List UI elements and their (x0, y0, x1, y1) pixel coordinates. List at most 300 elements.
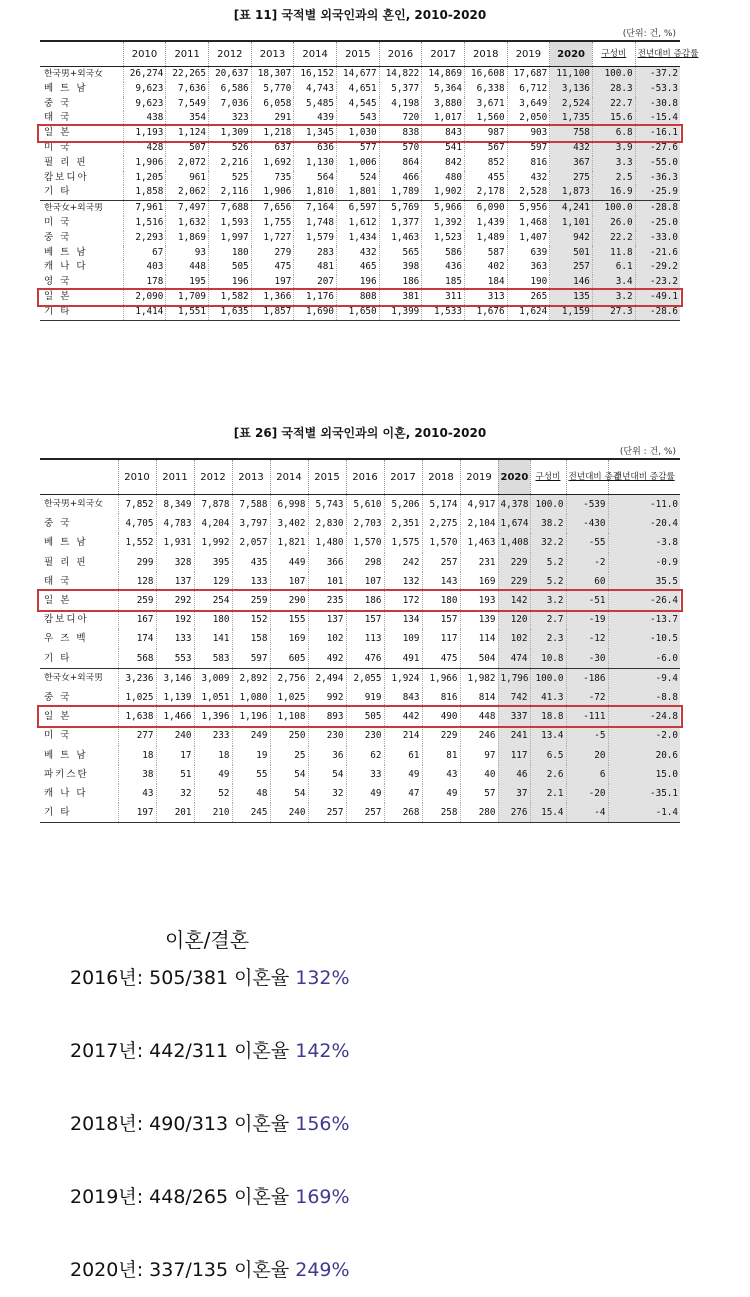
table-cell: 16.9 (592, 185, 635, 200)
table-cell: 291 (251, 111, 294, 126)
table-cell: 439 (294, 111, 337, 126)
table-cell: 4,204 (194, 514, 232, 533)
table-cell: 808 (336, 290, 379, 305)
table-row (40, 629, 680, 648)
table-cell: 134 (384, 610, 422, 629)
table-cell: 565 (379, 246, 422, 261)
row-label: 캄보디아 (44, 171, 89, 183)
table-cell: 1,463 (379, 231, 422, 246)
table-cell: 1,533 (422, 305, 465, 320)
calc-pct: 169% (295, 1186, 350, 1208)
row-label: 필 리 핀 (44, 556, 88, 568)
table-cell: 280 (460, 803, 498, 823)
table-cell: 142 (498, 591, 530, 610)
calc-line (70, 1255, 350, 1282)
table-cell: 169 (270, 629, 308, 648)
table-cell: 20.6 (608, 746, 680, 765)
table-cell: 13.4 (530, 726, 566, 745)
table-cell: 246 (460, 726, 498, 745)
table-cell: 4,783 (156, 514, 194, 533)
row-label: 일 본 (44, 127, 72, 139)
table-cell: 155 (270, 610, 308, 629)
table-cell: 3,880 (422, 97, 465, 112)
table-cell: 6 (566, 765, 608, 784)
table-cell: 3.3 (592, 156, 635, 171)
calc-label: 2019년: (70, 1186, 144, 1208)
table-cell: 1,997 (209, 231, 252, 246)
table-cell: -37.2 (635, 67, 680, 82)
row-label: 한국女+외국男 (40, 668, 118, 688)
table-cell: 135 (550, 290, 593, 305)
table-cell: 758 (550, 126, 593, 141)
table-cell: 40 (460, 765, 498, 784)
table-row (40, 668, 680, 688)
table-cell: 5,956 (507, 201, 550, 216)
table-cell: 507 (166, 141, 209, 156)
table-cell: 97 (460, 746, 498, 765)
column-header: 2012 (194, 459, 232, 495)
table-cell: 257 (346, 803, 384, 823)
table-cell: 5,966 (422, 201, 465, 216)
table-cell: 178 (123, 275, 166, 290)
table-cell: 192 (156, 610, 194, 629)
table-row (40, 610, 680, 629)
table-cell: 636 (294, 141, 337, 156)
table-cell: 843 (384, 688, 422, 707)
table-cell: 258 (422, 803, 460, 823)
table-cell: 432 (336, 246, 379, 261)
table-cell: -28.6 (635, 305, 680, 320)
row-label: 파키스탄 (44, 768, 89, 780)
table-row (40, 246, 680, 261)
table-cell: 363 (507, 260, 550, 275)
table-cell: 1,396 (194, 707, 232, 726)
table-cell: 961 (166, 171, 209, 186)
table-cell: 639 (507, 246, 550, 261)
table-cell: 3,236 (118, 668, 156, 688)
table-cell: 15.4 (530, 803, 566, 823)
table-cell: 47 (384, 784, 422, 803)
table-cell: 15.0 (608, 765, 680, 784)
table-cell: 814 (460, 688, 498, 707)
table-cell: 432 (507, 171, 550, 186)
row-label: 필 리 핀 (44, 156, 88, 168)
table-cell: 143 (422, 572, 460, 591)
divorce-table (40, 458, 680, 823)
table-cell: 1,205 (123, 171, 166, 186)
table-cell: 2,351 (384, 514, 422, 533)
table-cell: 816 (507, 156, 550, 171)
table-cell: 28.3 (592, 82, 635, 97)
table-cell: 1,017 (422, 111, 465, 126)
table-cell: 526 (209, 141, 252, 156)
table-row (40, 572, 680, 591)
calc-heading: 이혼/결혼 (165, 928, 250, 952)
table-cell: 6.5 (530, 746, 566, 765)
table-cell: 290 (270, 591, 308, 610)
table-cell: -28.8 (635, 201, 680, 216)
table-cell: 11,100 (550, 67, 593, 82)
table-cell: 428 (123, 141, 166, 156)
table-row (40, 111, 680, 126)
marriage-table-section (40, 6, 699, 321)
table-cell: 543 (336, 111, 379, 126)
calc-pct: 156% (295, 1113, 350, 1135)
table-cell: 3.2 (530, 591, 566, 610)
column-header: 2018 (464, 41, 507, 67)
row-label: 캄보디아 (44, 614, 89, 626)
table-cell: 5,485 (294, 97, 337, 112)
table-cell: 6,090 (464, 201, 507, 216)
table-cell: 22.2 (592, 231, 635, 246)
table-cell: 597 (507, 141, 550, 156)
table-cell: 102 (498, 629, 530, 648)
table-cell: 1,570 (422, 533, 460, 552)
table-cell: 1,650 (336, 305, 379, 320)
table-row (40, 765, 680, 784)
table-cell: -4 (566, 803, 608, 823)
calc-ratio: 337/135 (149, 1259, 229, 1281)
table-cell: 2,524 (550, 97, 593, 112)
table-cell: 490 (422, 707, 460, 726)
marriage-table (40, 40, 699, 321)
row-label: 일 본 (44, 711, 72, 723)
table-cell: 987 (464, 126, 507, 141)
row-label: 기 타 (40, 803, 118, 823)
table-cell: 367 (550, 156, 593, 171)
table-cell: 2,494 (308, 668, 346, 688)
table-cell: 2.7 (530, 610, 566, 629)
table-cell: 1,139 (156, 688, 194, 707)
table-cell: 1,992 (194, 533, 232, 552)
table-cell: 6,586 (209, 82, 252, 97)
table-row (40, 514, 680, 533)
table-cell: 1,593 (209, 216, 252, 231)
column-header: 2014 (294, 41, 337, 67)
table-cell: 597 (232, 649, 270, 669)
table-cell: -20.4 (608, 514, 680, 533)
table-cell: 1,124 (166, 126, 209, 141)
table-cell: 16,608 (464, 67, 507, 82)
table-cell: 180 (422, 591, 460, 610)
table-cell: 5,174 (422, 495, 460, 515)
table-cell: 38 (118, 765, 156, 784)
table-cell: 167 (118, 610, 156, 629)
column-header: 2018 (422, 459, 460, 495)
table-cell: 2,050 (507, 111, 550, 126)
table-cell: -24.8 (608, 707, 680, 726)
table-cell: 18 (118, 746, 156, 765)
table-cell: -21.6 (635, 246, 680, 261)
table-cell: 5,206 (384, 495, 422, 515)
table-cell: 26,274 (123, 67, 166, 82)
calc-label: 2018년: (70, 1113, 144, 1135)
table-cell: 7,961 (123, 201, 166, 216)
table-cell: 328 (156, 553, 194, 572)
table-cell: 2,178 (464, 185, 507, 200)
table-cell: 257 (422, 553, 460, 572)
table-cell: 3,797 (232, 514, 270, 533)
table-cell: -9.4 (608, 668, 680, 688)
table-cell: 903 (507, 126, 550, 141)
table-row (40, 649, 680, 669)
table-row (40, 495, 680, 515)
table-cell: 257 (550, 260, 593, 275)
table-cell: 1,025 (118, 688, 156, 707)
table-cell: 9,623 (123, 82, 166, 97)
table-cell: -8.8 (608, 688, 680, 707)
table-cell: 1,159 (550, 305, 593, 320)
table-cell: 475 (251, 260, 294, 275)
table-cell: 17 (156, 746, 194, 765)
table-cell: 240 (156, 726, 194, 745)
table-row (40, 533, 680, 552)
table-cell: 1,873 (550, 185, 593, 200)
table-cell: 235 (308, 591, 346, 610)
marriage-table-unit: (단위: 건, %) (622, 29, 676, 39)
table-cell: -35.1 (608, 784, 680, 803)
table-cell: 1,218 (251, 126, 294, 141)
table-cell: 354 (166, 111, 209, 126)
divorce-table-title: [표 26] 국적별 외국인과의 이혼, 2010-2020 (233, 426, 487, 440)
divorce-table-section (40, 424, 680, 823)
calc-label: 2016년: (70, 967, 144, 989)
row-label: 태 국 (44, 112, 72, 124)
table-cell: 1,463 (460, 533, 498, 552)
table-row (40, 726, 680, 745)
table-cell: -30 (566, 649, 608, 669)
table-cell: 1,575 (384, 533, 422, 552)
table-cell: 1,552 (118, 533, 156, 552)
table-cell: 190 (507, 275, 550, 290)
table-cell: -55.0 (635, 156, 680, 171)
table-cell: 257 (308, 803, 346, 823)
calc-word: 이혼율 (234, 967, 290, 989)
table-cell: 568 (118, 649, 156, 669)
column-header: 구성비 (592, 41, 635, 67)
table-cell: 1,582 (209, 290, 252, 305)
table-cell: 3,009 (194, 668, 232, 688)
column-header (40, 459, 118, 495)
table-cell: -55 (566, 533, 608, 552)
table-cell: 196 (209, 275, 252, 290)
table-cell: 505 (346, 707, 384, 726)
table-cell: 1,439 (464, 216, 507, 231)
table-cell: 5,770 (251, 82, 294, 97)
table-cell: 146 (550, 275, 593, 290)
table-cell: 120 (498, 610, 530, 629)
table-cell: 1,080 (232, 688, 270, 707)
table-cell: 455 (464, 171, 507, 186)
table-cell: 465 (336, 260, 379, 275)
table-cell: 1,392 (422, 216, 465, 231)
table-row (40, 784, 680, 803)
table-cell: 1,931 (156, 533, 194, 552)
table-cell: -5 (566, 726, 608, 745)
table-cell: -25.9 (635, 185, 680, 200)
table-cell: 1,755 (251, 216, 294, 231)
table-cell: -15.4 (635, 111, 680, 126)
table-cell: 229 (422, 726, 460, 745)
row-label: 한국女+외국男 (40, 201, 123, 216)
table-cell: 1,489 (464, 231, 507, 246)
table-cell: 4,545 (336, 97, 379, 112)
table-cell: 2.3 (530, 629, 566, 648)
calc-word: 이혼율 (234, 1040, 290, 1062)
table-cell: 18.8 (530, 707, 566, 726)
column-header: 구성비 (530, 459, 566, 495)
table-cell: 395 (194, 553, 232, 572)
row-label: 일 본 (44, 290, 72, 302)
table-cell: 480 (422, 171, 465, 186)
table-cell: 448 (166, 260, 209, 275)
table-cell: 1,821 (270, 533, 308, 552)
column-header: 2019 (507, 41, 550, 67)
table-cell: 492 (308, 649, 346, 669)
table-cell: 152 (232, 610, 270, 629)
row-label: 베 트 남 (44, 749, 88, 761)
divorce-table-unit: (단위 : 건, %) (619, 447, 676, 457)
table-cell: 2,703 (346, 514, 384, 533)
table-row (40, 97, 680, 112)
calc-label: 2017년: (70, 1040, 144, 1062)
table-cell: -53.3 (635, 82, 680, 97)
table-cell: 33 (346, 765, 384, 784)
table-cell: 2,528 (507, 185, 550, 200)
table-cell: 196 (336, 275, 379, 290)
table-cell: 893 (308, 707, 346, 726)
table-cell: 1,196 (232, 707, 270, 726)
table-cell: 201 (156, 803, 194, 823)
table-cell: 5,377 (379, 82, 422, 97)
table-cell: 3.4 (592, 275, 635, 290)
column-header: 2017 (422, 41, 465, 67)
row-label: 중 국 (44, 231, 72, 243)
table-cell: 1,674 (498, 514, 530, 533)
row-label: 영 국 (44, 276, 72, 288)
table-cell: 6,058 (251, 97, 294, 112)
table-cell: 20,637 (209, 67, 252, 82)
table-cell: 101 (308, 572, 346, 591)
table-cell: 100.0 (592, 67, 635, 82)
table-cell: -186 (566, 668, 608, 688)
table-cell: 2,055 (346, 668, 384, 688)
table-cell: 1,193 (123, 126, 166, 141)
table-cell: 6,338 (464, 82, 507, 97)
table-cell: 942 (550, 231, 593, 246)
table-row (40, 156, 680, 171)
table-cell: 4,651 (336, 82, 379, 97)
table-cell: 1,345 (294, 126, 337, 141)
table-cell: 583 (194, 649, 232, 669)
table-cell: 1,408 (498, 533, 530, 552)
table-cell: 816 (422, 688, 460, 707)
table-cell: 139 (460, 610, 498, 629)
row-label: 베 트 남 (44, 82, 88, 94)
table-cell: 298 (346, 553, 384, 572)
table-cell: 1,638 (118, 707, 156, 726)
table-cell: 435 (232, 553, 270, 572)
table-cell: 49 (194, 765, 232, 784)
table-cell: 57 (460, 784, 498, 803)
table-cell: 2,104 (460, 514, 498, 533)
table-cell: 1,570 (346, 533, 384, 552)
table-cell: 1,560 (464, 111, 507, 126)
table-cell: -6.0 (608, 649, 680, 669)
column-header: 2020 (498, 459, 530, 495)
table-cell: 720 (379, 111, 422, 126)
table-cell: -33.0 (635, 231, 680, 246)
table-cell: 605 (270, 649, 308, 669)
table-cell: 292 (156, 591, 194, 610)
table-cell: 100.0 (592, 201, 635, 216)
calc-pct: 249% (295, 1259, 350, 1281)
table-cell: 7,656 (251, 201, 294, 216)
table-cell: 432 (550, 141, 593, 156)
table-cell: 27.3 (592, 305, 635, 320)
table-cell: 1,789 (379, 185, 422, 200)
table-row (40, 216, 680, 231)
table-cell: 242 (384, 553, 422, 572)
table-cell: 475 (422, 649, 460, 669)
table-row (40, 688, 680, 707)
table-cell: 2.6 (530, 765, 566, 784)
table-cell: 366 (308, 553, 346, 572)
table-cell: 249 (232, 726, 270, 745)
table-cell: 250 (270, 726, 308, 745)
table-cell: 735 (251, 171, 294, 186)
table-cell: 174 (118, 629, 156, 648)
table-row (40, 553, 680, 572)
table-cell: -25.0 (635, 216, 680, 231)
table-cell: 504 (460, 649, 498, 669)
row-label: 일 본 (44, 595, 72, 607)
table-cell: 1,414 (123, 305, 166, 320)
calc-ratio: 448/265 (149, 1186, 229, 1208)
table-cell: 14,869 (422, 67, 465, 82)
table-cell: 1,366 (251, 290, 294, 305)
table-cell: 5.2 (530, 572, 566, 591)
table-cell: 1,101 (550, 216, 593, 231)
table-cell: -1.4 (608, 803, 680, 823)
table-cell: 1,466 (156, 707, 194, 726)
calc-label: 2020년: (70, 1259, 144, 1281)
row-label: 한국男+외국女 (40, 495, 118, 515)
table-cell: 276 (498, 803, 530, 823)
table-cell: 1,924 (384, 668, 422, 688)
table-cell: 1,810 (294, 185, 337, 200)
table-cell: 1,030 (336, 126, 379, 141)
table-cell: 2,293 (123, 231, 166, 246)
table-cell: 54 (270, 765, 308, 784)
table-cell: 1,857 (251, 305, 294, 320)
calc-line (70, 1036, 350, 1063)
table-cell: 43 (118, 784, 156, 803)
table-cell: 7,549 (166, 97, 209, 112)
table-cell: 1,748 (294, 216, 337, 231)
calc-word: 이혼율 (234, 1186, 290, 1208)
table-row (40, 746, 680, 765)
table-cell: 195 (166, 275, 209, 290)
table-cell: 51 (156, 765, 194, 784)
table-cell: 60 (566, 572, 608, 591)
table-cell: 100.0 (530, 668, 566, 688)
row-label: 우 즈 벡 (44, 633, 88, 645)
table-cell: 38.2 (530, 514, 566, 533)
row-label: 중 국 (44, 518, 72, 530)
table-cell: 36 (308, 746, 346, 765)
table-row (40, 141, 680, 156)
